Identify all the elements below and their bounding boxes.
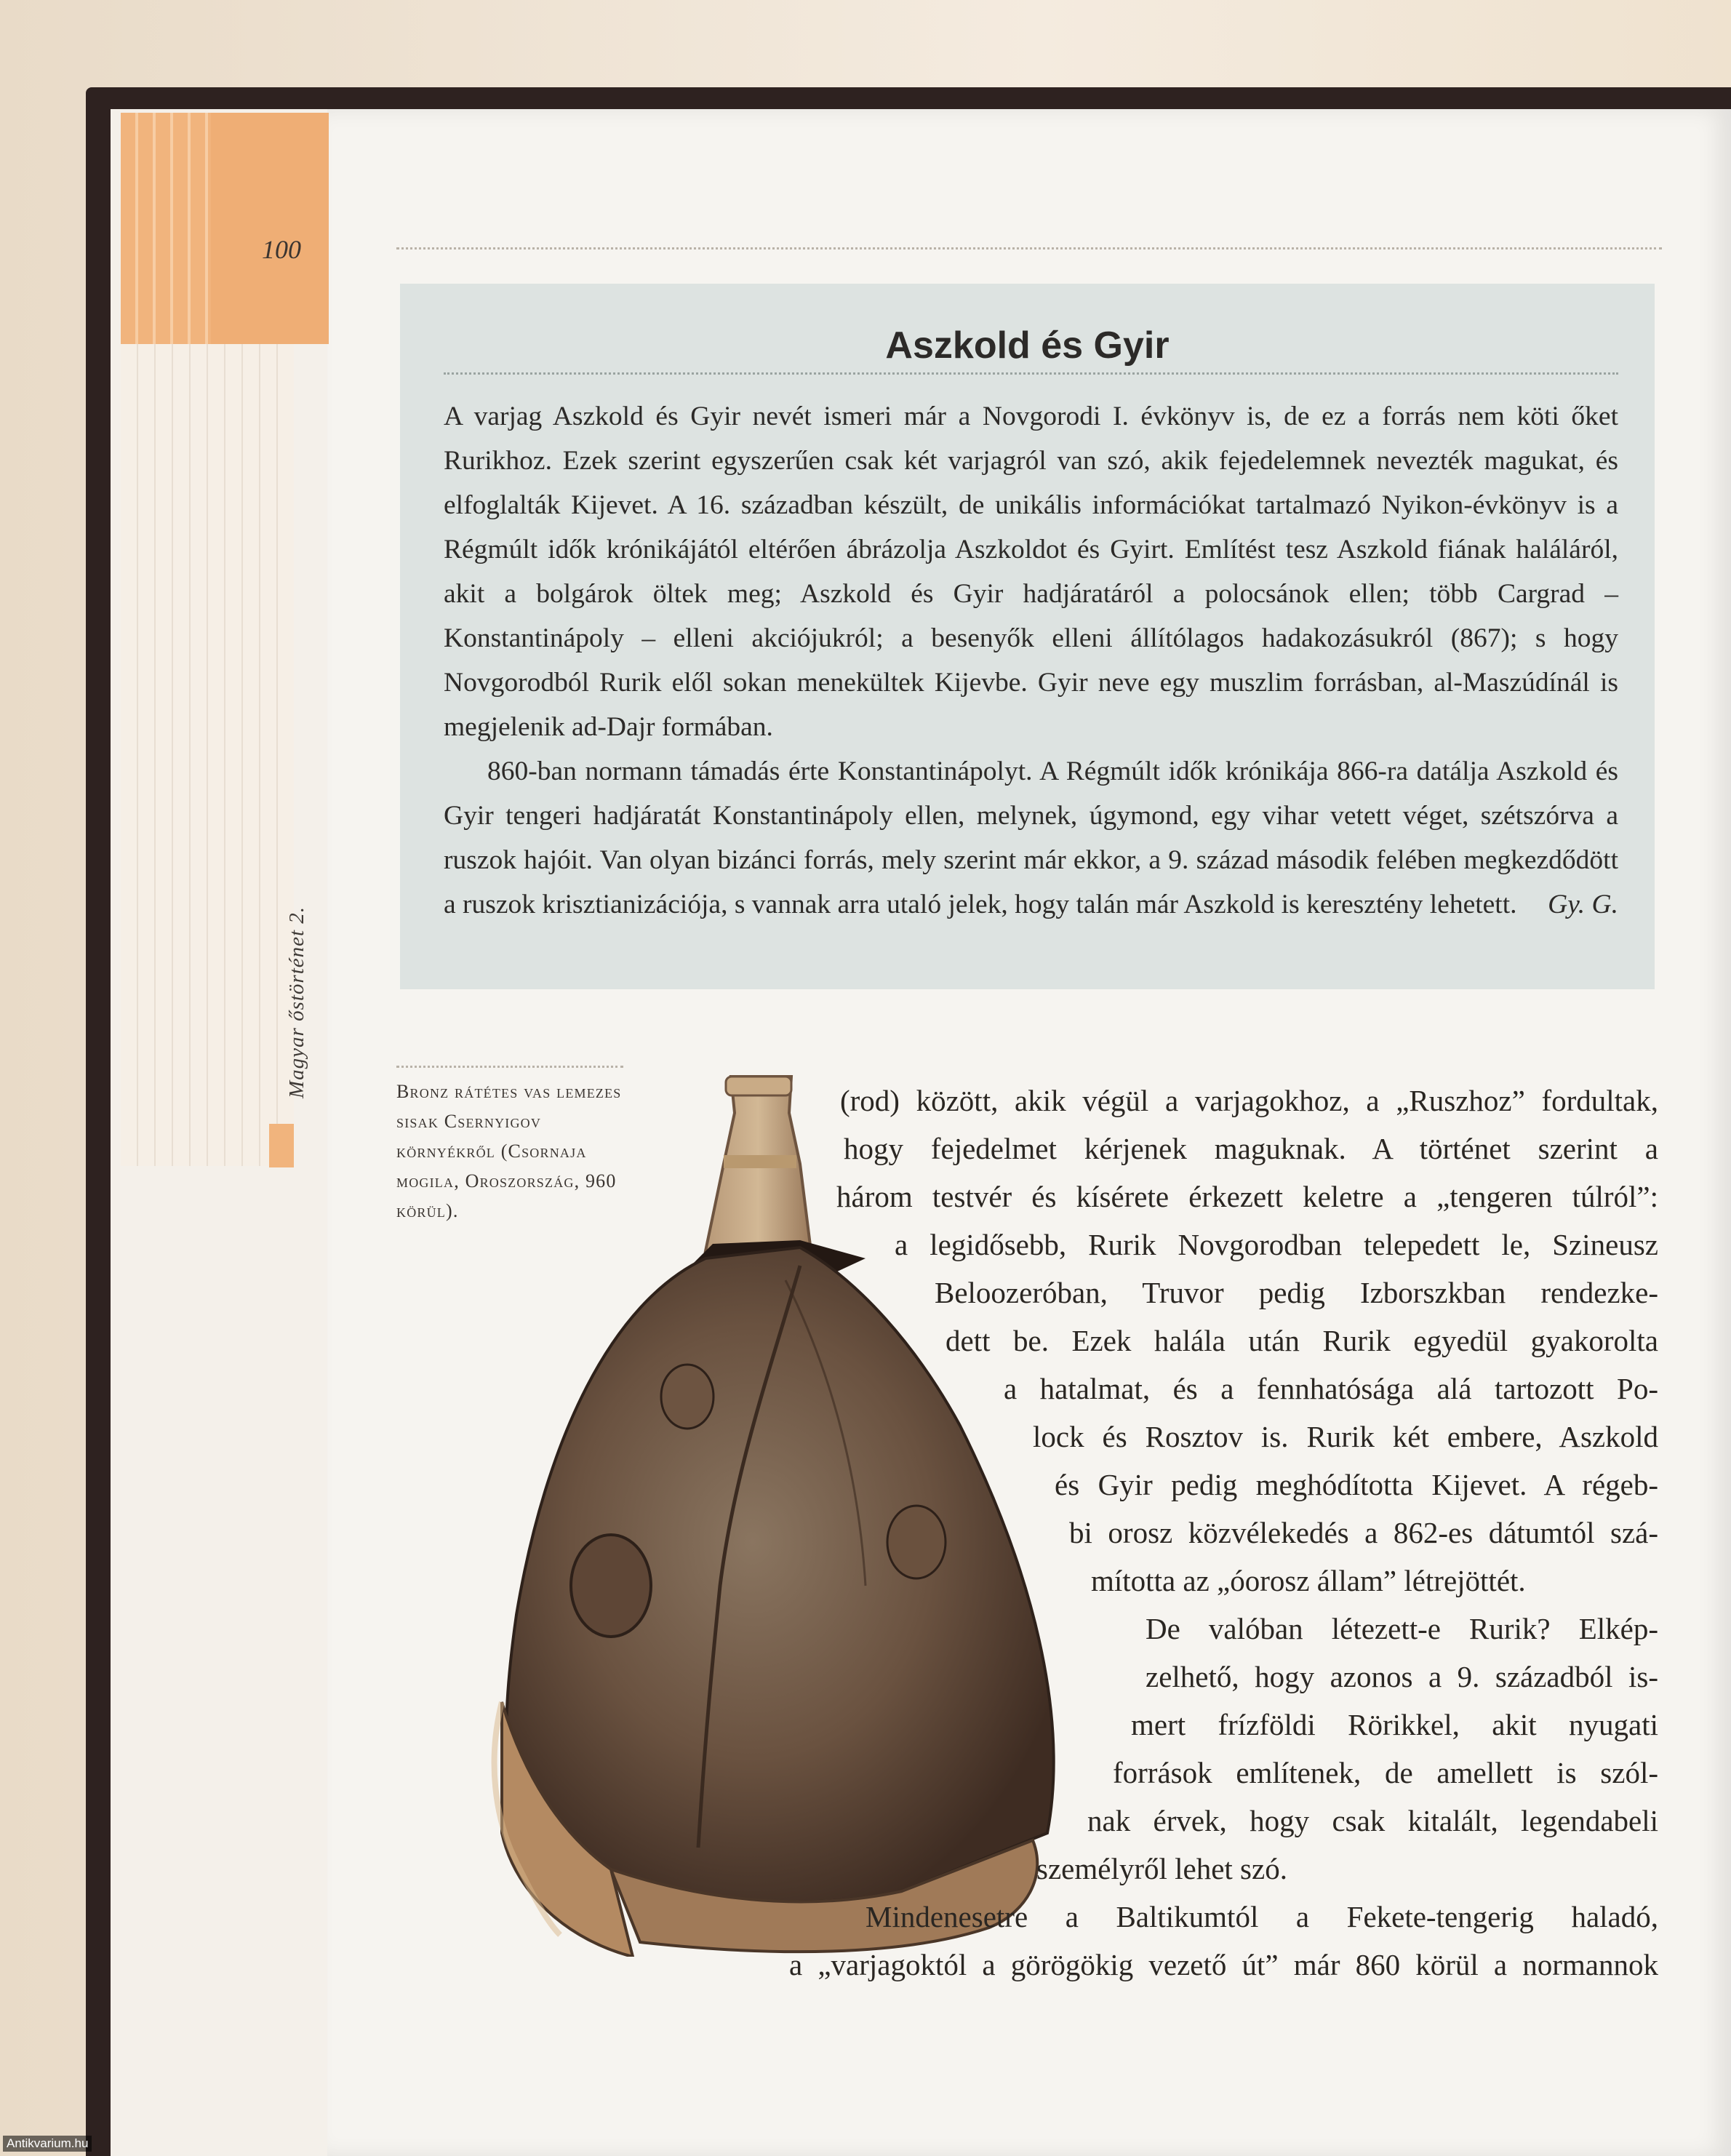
text-line: a „varjagoktól a görögökig vezető út” már 860 körül a normannok [789, 1948, 1658, 1981]
image-caption: Bronz rátétes vas lemezes sisak Csernyigov környékről (Csornaja mogila, Oroszország, 960 körül). [396, 1081, 622, 1221]
text-line: bi orosz közvélekedés a 862-es dátumtól szá- [1069, 1516, 1658, 1549]
text-line: hogy fejedelmet kérjenek maguknak. A történet szerint a [844, 1132, 1658, 1165]
text-line: személyről lehet szó. [1036, 1852, 1287, 1885]
box-body [444, 394, 1618, 927]
text-line: források említenek, de amellett is szól- [1113, 1756, 1658, 1789]
sidebar-box [400, 284, 1655, 989]
running-title: Magyar őstörténet 2. [285, 906, 308, 1098]
text-line: Beloozeróban, Truvor pedig Izborszkban rendezke- [935, 1276, 1658, 1309]
page-edge-color-strip [121, 113, 212, 344]
text-line: és Gyir pedig meghódította Kijevet. A régeb- [1055, 1468, 1658, 1501]
text-line: (rod) között, akik végül a varjagokhoz, a „Ruszhoz” fordultak, [840, 1084, 1658, 1117]
text-line: Mindenesetre a Baltikumtól a Fekete-tengerig haladó, [866, 1900, 1658, 1933]
page-edge-lower [121, 344, 294, 1166]
box-paragraph: A varjag Aszkold és Gyir nevét ismeri már a Novgorodi I. évkönyv is, de ez a forrás nem köti őket Rurikhoz. Ezek szerint egyszerűen csak két varjagról van szó, akik fejedelemnek nevezték magukat, és elfoglalták Kijevet. A 16. században készült, de unikális információkat tartalmazó Nyikon-évkönyv is a Régmúlt idők krónikájától eltérően ábrázolja Aszkoldot és Gyirt. Említést tesz Aszkold fiának haláláról, akit a bolgárok öltek meg; Aszkold és Gyir hadjáratáról a polocsánok ellen; több Cargrad – Konstantinápoly – elleni akciójukról; a besenyők elleni állítólagos hadakozásukról (867); s hogy Novgorodból Rurik elől sokan menekültek Kijevbe. Gyir neve egy muszlim forrásban, al-Maszúdínál is megjelenik ad-Dajr formában. [444, 402, 1618, 742]
page-number: 100 [262, 235, 301, 264]
chapter-tab [211, 113, 329, 344]
text-line: a legidősebb, Rurik Novgorodban telepedett le, Szineusz [895, 1228, 1658, 1261]
text-line: a hatalmat, és a fennhatósága alá tartozott Po- [1004, 1372, 1658, 1405]
watermark: Antikvarium.hu [3, 2136, 92, 2152]
text-line: mert frízföldi Rörikkel, akit nyugati [1131, 1708, 1658, 1741]
text-line: nak érvek, hogy csak kitalált, legendabeli [1087, 1804, 1658, 1837]
box-title: Aszkold és Gyir [885, 324, 1170, 367]
text-line: dett be. Ezek halála után Rurik egyedül gyakorolta [946, 1324, 1658, 1357]
main-text [727, 1077, 1658, 1989]
box-paragraph: 860-ban normann támadás érte Konstantinápolyt. A Régmúlt idők krónikája 866-ra datálja Aszkold és Gyir tengeri hadjáratát Konstantinápoly ellen, melynek, úgymond, egy vihar vetett véget, szétszórva a ruszok hajóit. Van olyan bizánci forrás, mely szerint már ekkor, a 9. század második felében megkezdődött a ruszok krisztianizációja, s vannak arra utaló jelek, hogy talán már Aszkold is keresztény lehetett. [444, 756, 1618, 919]
text-line: De valóban létezett-e Rurik? Elkép- [1146, 1612, 1658, 1645]
text-line: három testvér és kísérete érkezett keletre a „tengeren túlról”: [836, 1180, 1658, 1213]
text-line: lock és Rosztov is. Rurik két embere, Aszkold [1033, 1420, 1658, 1453]
header-rule [396, 247, 1662, 249]
box-title-rule [444, 372, 1618, 375]
text-line: mította az „óorosz állam” létrejöttét. [1091, 1564, 1526, 1597]
page-edge-mark [269, 1124, 294, 1167]
text-line: zelhető, hogy azonos a 9. századból is- [1146, 1660, 1658, 1693]
author-signature: Gy. G. [1548, 890, 1618, 919]
